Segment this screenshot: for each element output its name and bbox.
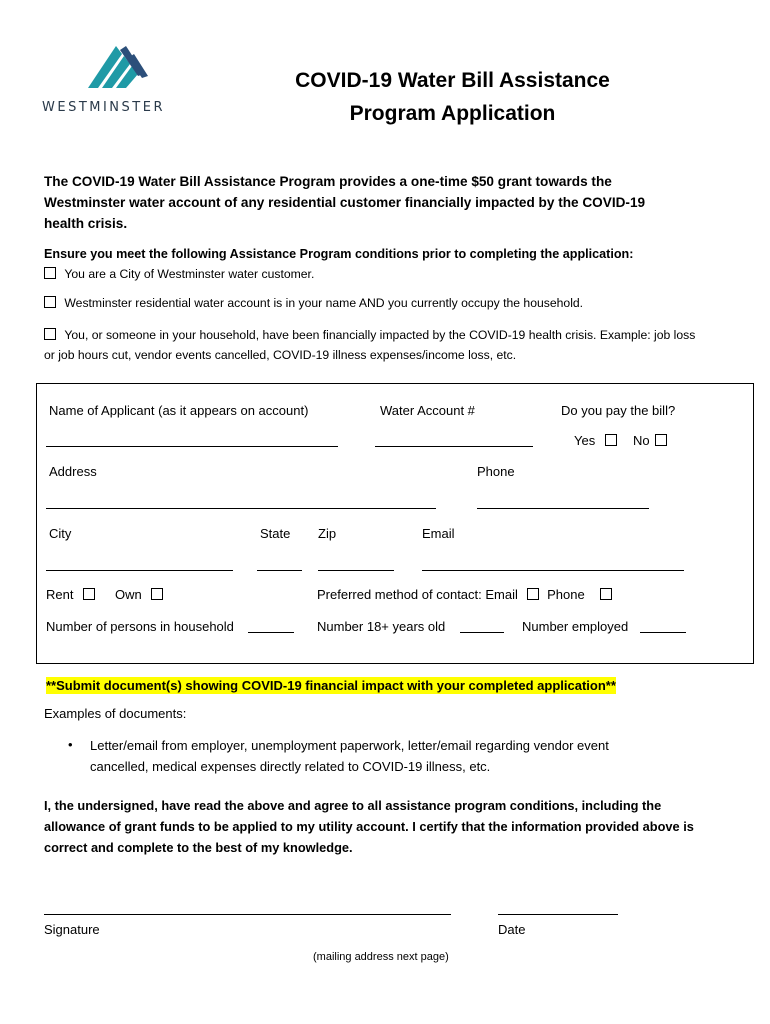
water-account-label: Water Account # (380, 403, 475, 418)
pay-bill-label: Do you pay the bill? (561, 403, 676, 418)
state-field[interactable] (257, 570, 302, 571)
logo-text: WESTMINSTER (42, 100, 165, 115)
contact-phone-checkbox[interactable] (600, 588, 612, 600)
rent-label: Rent (46, 587, 74, 602)
own-option (115, 587, 163, 602)
page-title (250, 64, 655, 130)
employed-field[interactable] (640, 632, 686, 633)
contact-email-checkbox[interactable] (527, 588, 539, 600)
signature-field[interactable] (44, 914, 451, 915)
employed-label: Number employed (522, 619, 629, 634)
city-label: City (49, 526, 72, 541)
city-field[interactable] (46, 570, 233, 571)
date-label: Date (498, 922, 526, 937)
no-label: No (633, 433, 650, 448)
persons-label: Number of persons in household (46, 619, 234, 634)
contact-method (317, 587, 612, 602)
condition-item-1 (44, 267, 314, 281)
yes-checkbox[interactable] (605, 434, 617, 446)
persons-field[interactable] (248, 632, 294, 633)
zip-label: Zip (318, 526, 337, 541)
zip-field[interactable] (318, 570, 394, 571)
examples-bullet (68, 735, 609, 777)
condition-1-checkbox[interactable] (44, 267, 56, 279)
certification-line-1: I, the undersigned, have read the above and agree to all assistance program conditions, including the (44, 798, 662, 813)
phone-field[interactable] (477, 508, 649, 509)
logo-mark-icon (86, 44, 186, 94)
submit-notice (46, 677, 616, 695)
pay-bill-yes (574, 433, 617, 448)
water-account-field[interactable] (375, 446, 533, 447)
condition-2-checkbox[interactable] (44, 296, 56, 308)
applicant-name-label: Name of Applicant (as it appears on account) (49, 403, 309, 418)
email-label: Email (422, 526, 455, 541)
title-line-2: Program Application (349, 102, 556, 125)
certification-line-2: allowance of grant funds to be applied to my utility account. I certify that the information provided above is (44, 819, 694, 834)
own-label: Own (115, 587, 142, 602)
signature-label: Signature (44, 922, 100, 937)
bullet-icon: • (68, 737, 73, 752)
certification-paragraph (44, 795, 744, 858)
intro-line-2: Westminster water account of any residential customer financially impacted by the COVID-19 (44, 195, 646, 210)
condition-3-label-line-2: or job hours cut, vendor events cancelled, COVID-19 illness expenses/income loss, etc. (44, 348, 517, 362)
adults-label: Number 18+ years old (317, 619, 446, 634)
intro-line-3: health crisis. (44, 216, 128, 231)
certification-line-3: correct and complete to the best of my knowledge. (44, 840, 353, 855)
westminster-logo (42, 44, 187, 124)
conditions-heading: Ensure you meet the following Assistance Program conditions prior to completing the application: (44, 247, 634, 261)
own-checkbox[interactable] (151, 588, 163, 600)
adults-field[interactable] (460, 632, 504, 633)
phone-label: Phone (477, 464, 515, 479)
condition-2-label: Westminster residential water account is in your name AND you currently occupy the household. (64, 296, 584, 310)
condition-item-3 (44, 325, 734, 365)
footer-note: (mailing address next page) (313, 951, 449, 963)
rent-checkbox[interactable] (83, 588, 95, 600)
address-field[interactable] (46, 508, 436, 509)
yes-label: Yes (574, 433, 596, 448)
examples-bullet-line-1: Letter/email from employer, unemployment paperwork, letter/email regarding vendor event (90, 738, 609, 753)
examples-heading: Examples of documents: (44, 706, 187, 721)
title-line-1: COVID-19 Water Bill Assistance (295, 69, 610, 92)
examples-bullet-line-2: cancelled, medical expenses directly related to COVID-19 illness, etc. (90, 759, 491, 774)
condition-3-checkbox[interactable] (44, 328, 56, 340)
email-field[interactable] (422, 570, 684, 571)
intro-paragraph (44, 171, 734, 234)
applicant-name-field[interactable] (46, 446, 338, 447)
contact-email-label: Preferred method of contact: Email (317, 587, 518, 602)
state-label: State (260, 526, 291, 541)
submit-notice-text: **Submit document(s) showing COVID-19 financial impact with your completed application** (46, 678, 616, 693)
no-checkbox[interactable] (655, 434, 667, 446)
contact-phone-label: Phone (547, 587, 585, 602)
condition-1-label: You are a City of Westminster water customer. (64, 267, 315, 281)
rent-option (46, 587, 95, 602)
condition-3-label-line-1: You, or someone in your household, have been financially impacted by the COVID-19 health crisis. Example: job loss (64, 328, 696, 342)
address-label: Address (49, 464, 97, 479)
condition-item-2 (44, 296, 583, 310)
date-field[interactable] (498, 914, 618, 915)
intro-line-1: The COVID-19 Water Bill Assistance Program provides a one-time $50 grant towards the (44, 174, 612, 189)
pay-bill-no (633, 433, 667, 448)
